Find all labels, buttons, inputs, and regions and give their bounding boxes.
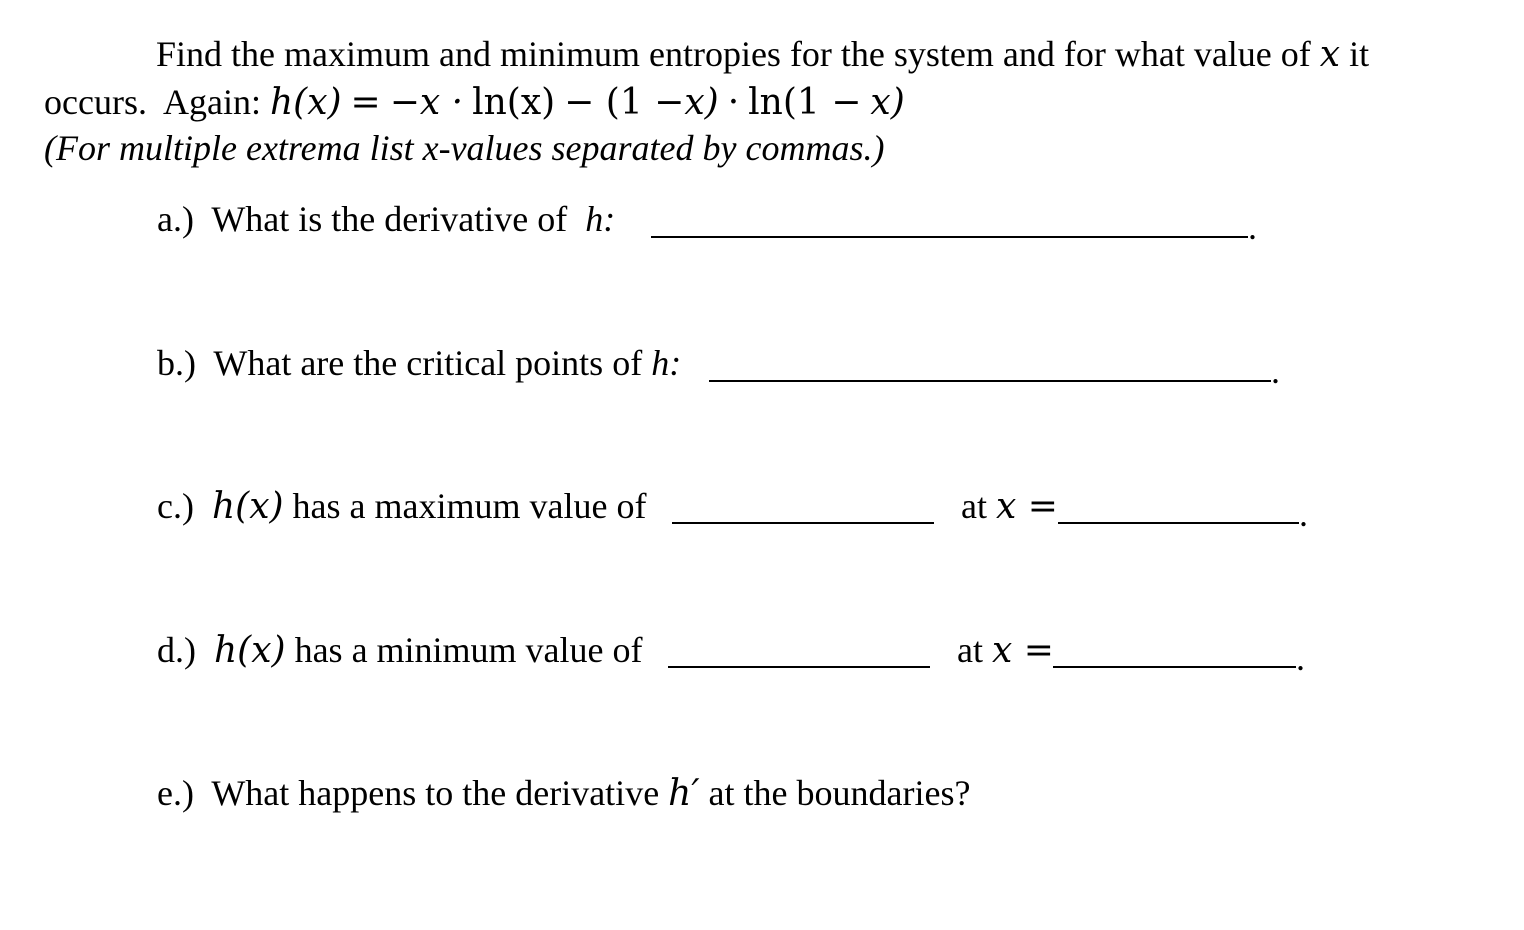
question-c-label: c.) (157, 486, 194, 526)
formula-minus: − (1 − (564, 82, 685, 123)
question-d-at (957, 632, 1054, 669)
formula-x3: x) (870, 82, 905, 123)
formula-dot: · (727, 82, 740, 123)
intro-note: (For multiple extrema list x-values separated by commas.) (44, 128, 885, 168)
question-c-func: h(x) (211, 486, 284, 527)
question-e-label: e.) (157, 773, 194, 813)
question-a-var: h: (585, 199, 616, 239)
question-a-label: a.) (157, 199, 194, 239)
question-b-var: h: (651, 343, 682, 383)
question-e-text1: What happens to the derivative (211, 773, 660, 813)
question-a (157, 201, 615, 237)
intro-text-1: Find the maximum and minimum entropies for the system and for what value of (156, 34, 1311, 74)
question-e-text2: at the boundaries? (708, 773, 971, 813)
formula-ln-1-x: ln(1 − (748, 82, 862, 123)
question-d-at-var: x = (991, 630, 1054, 671)
intro-line-1 (156, 36, 1369, 73)
question-d (157, 632, 643, 669)
question-c-at (961, 488, 1058, 525)
answer-b-blank[interactable] (709, 380, 1271, 382)
question-c-text: has a maximum value of (292, 486, 647, 526)
intro-occurs: occurs. (44, 82, 147, 122)
answer-c-period: . (1299, 494, 1308, 534)
question-a-text: What is the derivative of (211, 199, 568, 239)
formula-ln-x: ln(x) (472, 82, 556, 123)
formula-rhs-part1: −x · (389, 82, 464, 123)
question-b-label: b.) (157, 343, 196, 383)
answer-c-max-blank[interactable] (672, 522, 934, 524)
answer-d-min-blank[interactable] (668, 666, 930, 668)
intro-again: Again: (162, 82, 261, 122)
question-d-func: h(x) (214, 630, 286, 671)
formula-x2: x) (684, 82, 719, 123)
formula-equals: = (350, 82, 381, 123)
intro-var-x: x (1319, 34, 1341, 75)
answer-d-x-blank[interactable] (1053, 666, 1296, 668)
question-d-text: has a minimum value of (294, 630, 643, 670)
question-e-var: h′ (668, 773, 700, 814)
question-d-at-text: at (957, 630, 983, 670)
answer-b-period: . (1271, 351, 1280, 391)
answer-c-x-blank[interactable] (1058, 522, 1299, 524)
question-e (157, 775, 970, 812)
formula-lhs: h(x) (269, 82, 342, 123)
question-c-at-text: at (961, 486, 987, 526)
question-b (157, 345, 681, 381)
question-c-at-var: x = (995, 486, 1058, 527)
answer-d-period: . (1296, 638, 1305, 678)
intro-text-it: it (1349, 34, 1370, 74)
question-d-label: d.) (157, 630, 196, 670)
question-b-text: What are the critical points of (213, 343, 643, 383)
answer-a-period: . (1248, 207, 1257, 247)
intro-line-2 (44, 84, 905, 121)
answer-a-blank[interactable] (651, 236, 1248, 238)
question-c (157, 488, 646, 525)
